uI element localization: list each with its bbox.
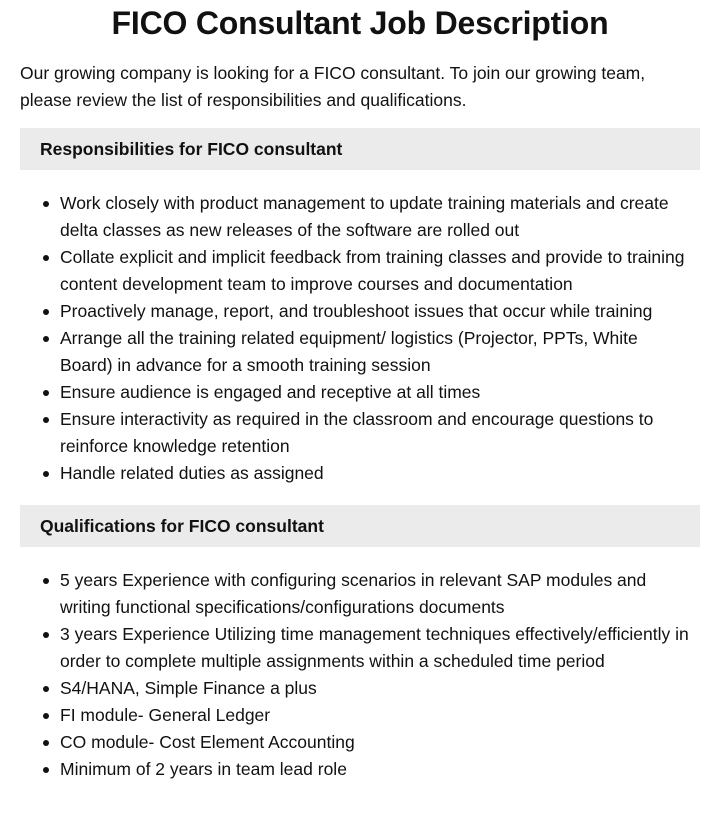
- bullet-icon: [43, 632, 49, 638]
- list-item-text: Minimum of 2 years in team lead role: [60, 759, 347, 779]
- list-item-text: Handle related duties as assigned: [60, 463, 324, 483]
- list-item: [60, 244, 700, 298]
- qualifications-list: [20, 567, 700, 783]
- bullet-icon: [43, 578, 49, 584]
- list-item-text: Arrange all the training related equipment/ logistics (Projector, PPTs, White Board) in advance for a smooth training session: [60, 328, 638, 375]
- bullet-icon: [43, 390, 49, 396]
- bullet-icon: [43, 309, 49, 315]
- qualifications-section: [20, 505, 700, 783]
- responsibilities-list: [20, 190, 700, 487]
- list-item: [60, 675, 700, 702]
- list-item: [60, 298, 700, 325]
- list-item-text: S4/HANA, Simple Finance a plus: [60, 678, 317, 698]
- list-item: [60, 729, 700, 756]
- list-item-text: 3 years Experience Utilizing time management techniques effectively/efficiently in order to complete multiple assignments within a scheduled time period: [60, 624, 689, 671]
- bullet-icon: [43, 767, 49, 773]
- list-item: [60, 190, 700, 244]
- bullet-icon: [43, 201, 49, 207]
- intro-paragraph: Our growing company is looking for a FICO consultant. To join our growing team, please review the list of responsibilities and qualifications.: [20, 63, 646, 110]
- list-item: [60, 702, 700, 729]
- list-item-text: FI module- General Ledger: [60, 705, 271, 725]
- bullet-icon: [43, 713, 49, 719]
- bullet-icon: [43, 740, 49, 746]
- bullet-icon: [43, 417, 49, 423]
- list-item-text: Ensure interactivity as required in the classroom and encourage questions to reinforce knowledge retention: [60, 409, 654, 456]
- responsibilities-section: [20, 128, 700, 487]
- list-item-text: CO module- Cost Element Accounting: [60, 732, 355, 752]
- qualifications-heading: Qualifications for FICO consultant: [20, 505, 700, 547]
- list-item-text: Work closely with product management to update training materials and create delta classes as new releases of the software are rolled out: [60, 193, 669, 240]
- list-item: [60, 325, 700, 379]
- list-item: [60, 379, 700, 406]
- bullet-icon: [43, 336, 49, 342]
- list-item: [60, 756, 700, 783]
- list-item: [60, 460, 700, 487]
- list-item-text: 5 years Experience with configuring scenarios in relevant SAP modules and writing functional specifications/configurations documents: [60, 570, 647, 617]
- list-item: [60, 621, 700, 675]
- bullet-icon: [43, 255, 49, 261]
- list-item: [60, 567, 700, 621]
- page-title: FICO Consultant Job Description: [111, 5, 609, 41]
- list-item: [60, 406, 700, 460]
- responsibilities-heading: Responsibilities for FICO consultant: [20, 128, 700, 170]
- list-item-text: Proactively manage, report, and troubleshoot issues that occur while training: [60, 301, 653, 321]
- list-item-text: Ensure audience is engaged and receptive at all times: [60, 382, 481, 402]
- bullet-icon: [43, 471, 49, 477]
- list-item-text: Collate explicit and implicit feedback from training classes and provide to training content development team to improve courses and documentation: [60, 247, 685, 294]
- bullet-icon: [43, 686, 49, 692]
